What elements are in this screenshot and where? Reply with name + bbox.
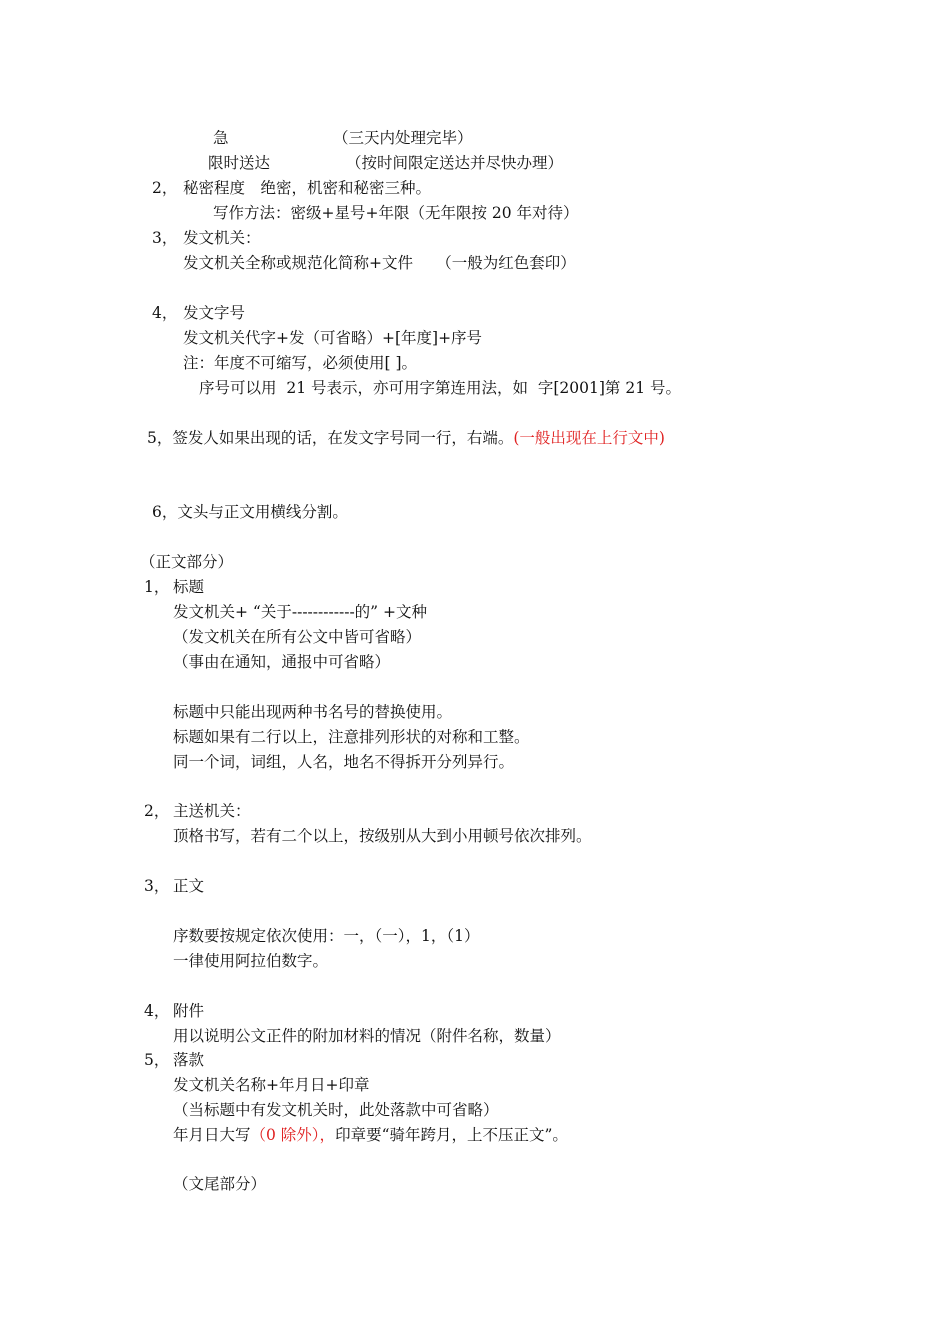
header-item5-line (147, 428, 665, 448)
body-item3-line2: 一律使用阿拉伯数字。 (173, 952, 329, 970)
body-item1-line1: 发文机关+ “关于------------的” +文种 (173, 603, 428, 621)
body-item3-text: 正文 (173, 877, 205, 895)
body-item2-number: 2， (144, 802, 170, 820)
header-item2-text: 秘密程度 绝密，机密和秘密三种。 (183, 179, 432, 197)
header-item3-detail: 发文机关全称或规范化简称+文件 （一般为红色套印） (183, 254, 576, 272)
timed-delivery-label: 限时送达 (208, 154, 271, 172)
header-item2-number: 2， (152, 179, 178, 197)
body-item5-line3-red: （0 除外）， (250, 1126, 336, 1144)
footer-section-heading: （文尾部分） (173, 1175, 267, 1193)
body-item1-line2: （发文机关在所有公文中皆可省略） (173, 628, 422, 646)
body-item5-line2: （当标题中有发文机关时，此处落款中可省略） (173, 1101, 499, 1119)
header-item4-number: 4， (152, 304, 178, 322)
body-item2-text: 主送机关： (173, 802, 251, 820)
body-item1-line5: 标题如果有二行以上，注意排列形状的对称和工整。 (173, 728, 530, 746)
body-item1-number: 1， (144, 578, 170, 596)
header-item3-number: 3， (152, 229, 178, 247)
body-item4-text: 附件 (173, 1002, 205, 1020)
header-item5-text: 5，签发人如果出现的话，在发文字号同一行，右端。 (147, 429, 514, 447)
body-item5-text: 落款 (173, 1051, 205, 1069)
body-item4-number: 4， (144, 1002, 170, 1020)
urgency-label: 急 (213, 129, 229, 147)
body-item2-line1: 顶格书写，若有二个以上，按级别从大到小用顿号依次排列。 (173, 827, 592, 845)
body-item1-text: 标题 (173, 578, 205, 596)
body-item1-line4: 标题中只能出现两种书名号的替换使用。 (173, 703, 453, 721)
body-item5-line3-suffix: 印章要“骑年跨月，上不压正文”。 (335, 1126, 568, 1144)
urgency-note: （三天内处理完毕） (333, 129, 473, 147)
header-item2-method: 写作方法：密级+星号+年限（无年限按 20 年对待） (213, 204, 579, 222)
header-item4-detail: 发文机关代字+发（可省略）+[年度]+序号 (183, 329, 483, 347)
header-item4-note2: 序号可以用 21 号表示，亦可用字第连用法，如 字[2001]第 21 号。 (199, 379, 681, 397)
body-item5-line3 (173, 1125, 568, 1145)
header-item5-red-note: (一般出现在上行文中) (513, 429, 665, 447)
body-item4-line1: 用以说明公文正件的附加材料的情况（附件名称，数量） (173, 1027, 561, 1045)
body-item1-line6: 同一个词，词组，人名，地名不得拆开分列异行。 (173, 753, 515, 771)
body-item5-line1: 发文机关名称+年月日+印章 (173, 1076, 370, 1094)
header-item4-note1: 注：年度不可缩写，必须使用[ ]。 (183, 354, 418, 372)
body-item3-number: 3， (144, 877, 170, 895)
body-item3-line1: 序数要按规定依次使用：一，（一），1，（1） (173, 927, 480, 945)
body-item1-line3: （事由在通知，通报中可省略） (173, 653, 391, 671)
timed-delivery-note: （按时间限定送达并尽快办理） (346, 154, 564, 172)
body-section-heading: （正文部分） (140, 553, 234, 571)
body-item5-line3-prefix: 年月日大写 (173, 1126, 251, 1144)
header-item3-text: 发文机关： (183, 229, 261, 247)
header-item6-text: 6，文头与正文用横线分割。 (152, 503, 348, 521)
body-item5-number: 5， (144, 1051, 170, 1069)
header-item4-text: 发文字号 (183, 304, 246, 322)
